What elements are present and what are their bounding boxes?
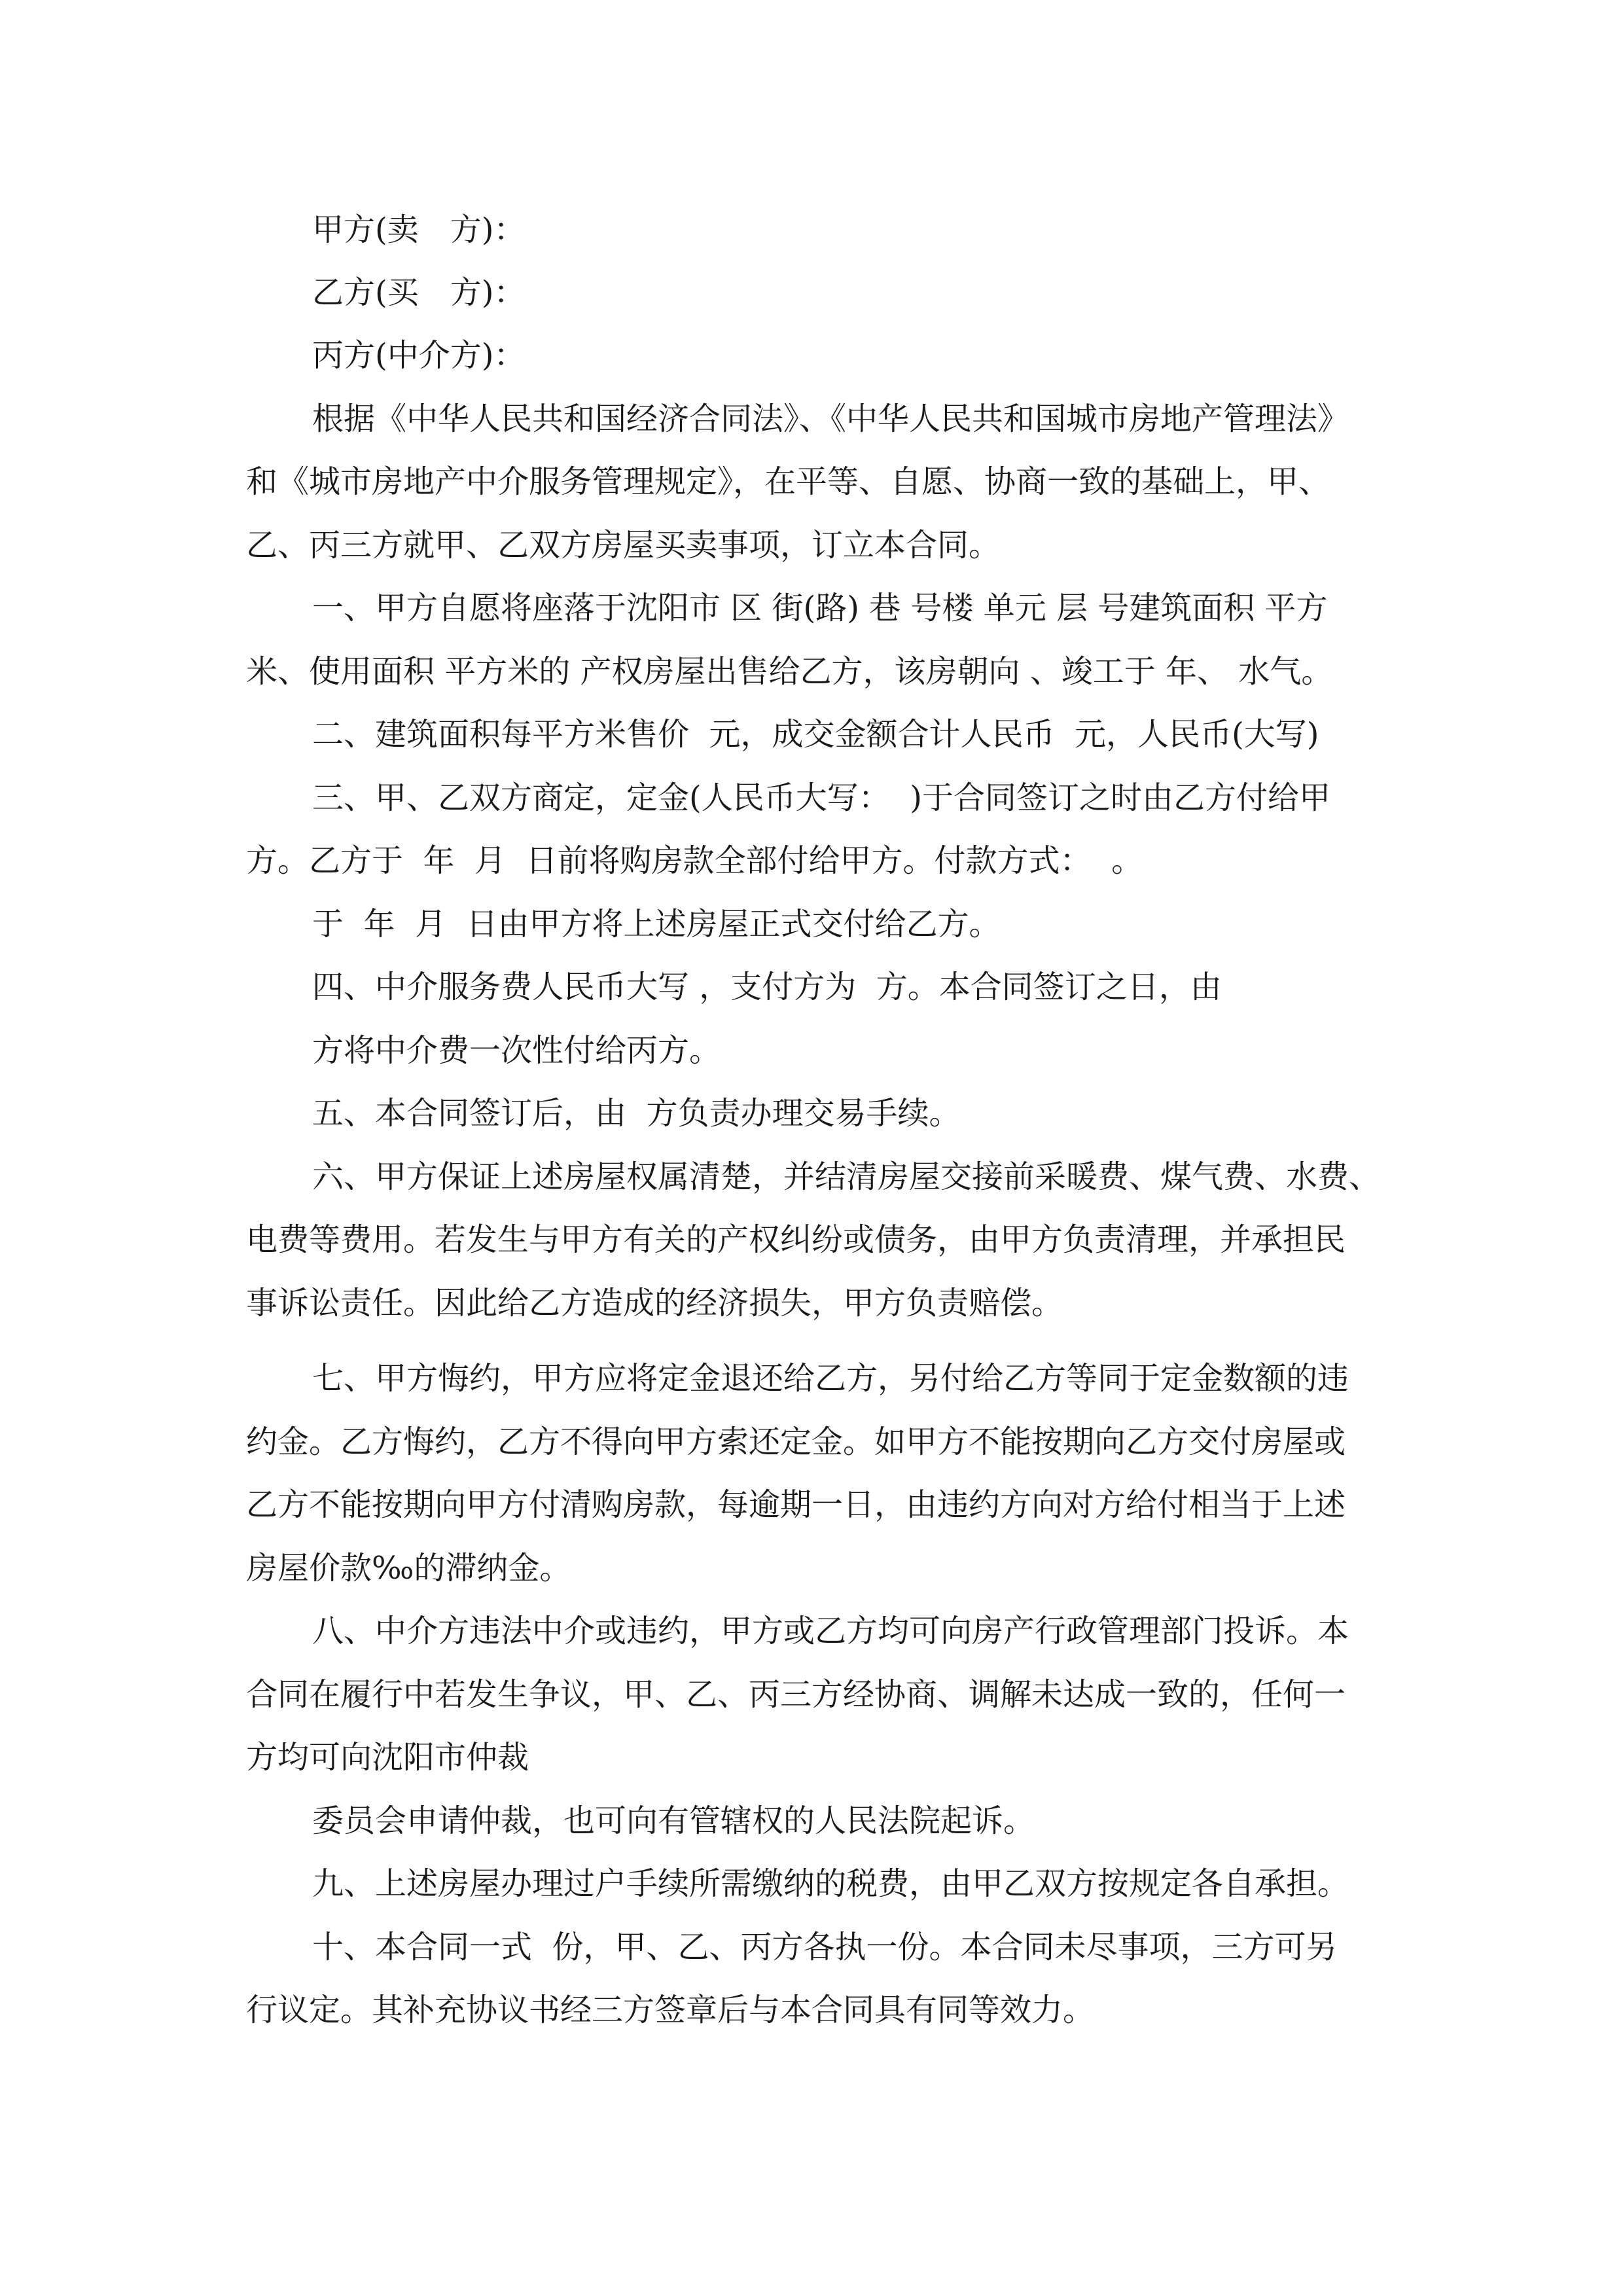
clause-9-line-1: 九、上述房屋办理过户手续所需缴纳的税费，由甲乙双方按规定各自承担。	[312, 1865, 1349, 1902]
clause-6-line-3: 事诉讼责任。因此给乙方造成的经济损失，甲方负责赔偿。	[246, 1285, 1063, 1321]
preamble-line-3: 乙、丙三方就甲、乙双方房屋买卖事项，订立本合同。	[246, 527, 1001, 564]
clause-3-line-2: 方。乙方于 年 月 日前将购房款全部付给甲方。付款方式： 。	[246, 842, 1143, 879]
preamble-line-1: 根据《中华人民共和国经济合同法》、《中华人民共和国城市房地产管理法》	[312, 401, 1349, 437]
party-b-line: 乙方(买 方)：	[312, 274, 526, 311]
clause-10-line-2: 行议定。其补充协议书经三方签章后与本合同具有同等效力。	[246, 1992, 1095, 2028]
clause-1-line-2: 米、使用面积 平方米的 产权房屋出售给乙方，该房朝向 、竣工于 年、 水气。	[246, 653, 1333, 690]
clause-4-line-2: 方将中介费一次性付给丙方。	[312, 1032, 721, 1069]
preamble-line-2: 和《城市房地产中介服务管理规定》，在平等、自愿、协商一致的基础上，甲、	[246, 463, 1330, 500]
clause-8-line-3: 方均可向沈阳市仲裁	[246, 1739, 529, 1776]
clause-5-line-1: 五、本合同签订后，由 方负责办理交易手续。	[312, 1095, 961, 1132]
clause-1-line-1: 一、甲方自愿将座落于沈阳市 区 街(路) 巷 号楼 单元 层 号建筑面积 平方	[312, 590, 1328, 626]
clause-6-line-1: 六、甲方保证上述房屋权属清楚，并结清房屋交接前采暖费、煤气费、水费、	[312, 1158, 1381, 1195]
party-a-line: 甲方(卖 方)：	[312, 211, 526, 248]
clause-10-line-1: 十、本合同一式 份，甲、乙、丙方各执一份。本合同未尽事项，三方可另	[312, 1929, 1338, 1965]
clause-7-line-3: 乙方不能按期向甲方付清购房款，每逾期一日，由违约方向对方给付相当于上述	[246, 1486, 1346, 1523]
clause-6-line-2: 电费等费用。若发生与甲方有关的产权纠纷或债务，由甲方负责清理，并承担民	[246, 1221, 1346, 1258]
party-c-line: 丙方(中介方)：	[312, 337, 526, 374]
clause-2-line-1: 二、建筑面积每平方米售价 元，成交金额合计人民币 元，人民币(大写)	[312, 716, 1319, 753]
clause-4-line-1: 四、中介服务费人民币大写 ，支付方为 方。本合同签订之日，由	[312, 969, 1222, 1005]
clause-8-line-2: 合同在履行中若发生争议，甲、乙、丙三方经协商、调解未达成一致的，任何一	[246, 1676, 1346, 1713]
clause-7-line-2: 约金。乙方悔约，乙方不得向甲方索还定金。如甲方不能按期向乙方交付房屋或	[246, 1424, 1346, 1460]
clause-8-line-1: 八、中介方违法中介或违约，甲方或乙方均可向房产行政管理部门投诉。本	[312, 1613, 1349, 1649]
clause-7-line-1: 七、甲方悔约，甲方应将定金退还给乙方，另付给乙方等同于定金数额的违	[312, 1360, 1349, 1397]
clause-3-line-3: 于 年 月 日由甲方将上述房屋正式交付给乙方。	[312, 906, 1001, 942]
clause-7-line-4: 房屋价款‰的滞纳金。	[246, 1550, 571, 1587]
clause-8-line-4: 委员会申请仲裁，也可向有管辖权的人民法院起诉。	[312, 1803, 1035, 1839]
clause-3-line-1: 三、甲、乙双方商定，定金(人民币大写： )于合同签订之时由乙方付给甲	[312, 780, 1330, 816]
